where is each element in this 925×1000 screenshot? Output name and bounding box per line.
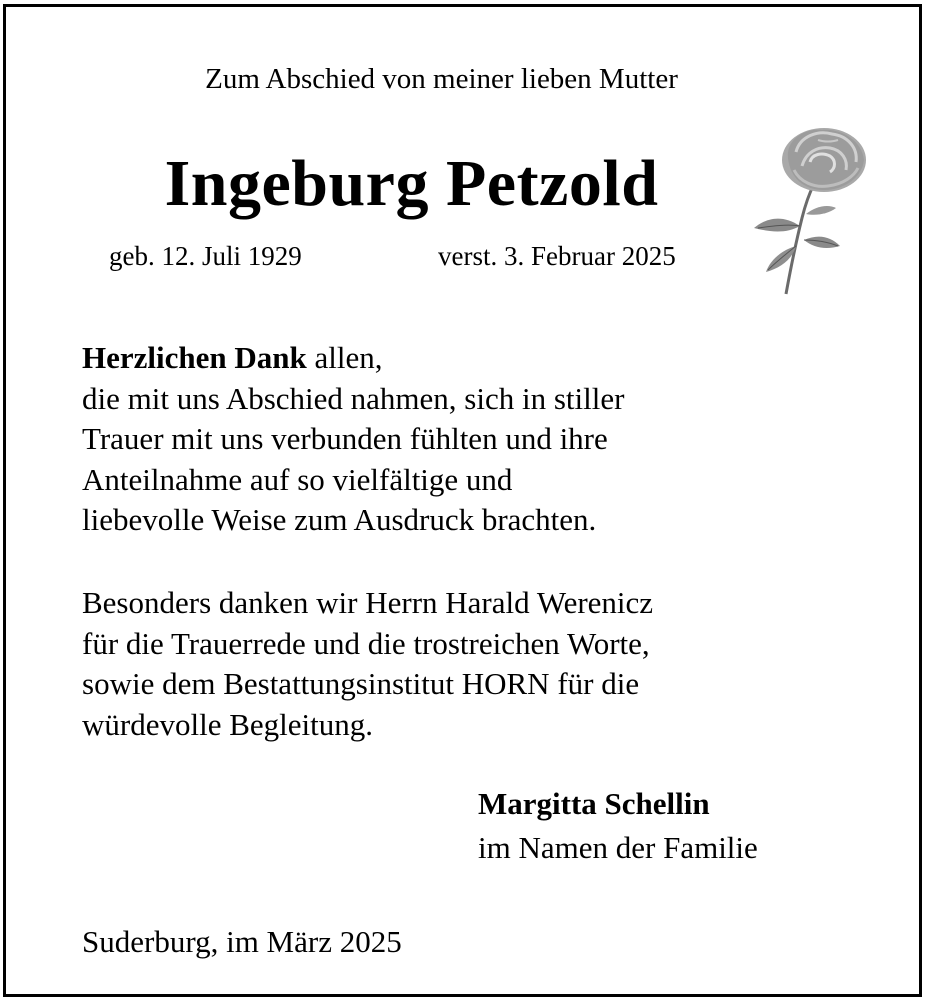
birth-date: geb. 12. Juli 1929	[109, 241, 302, 271]
death-date: verst. 3. Februar 2025	[438, 241, 676, 271]
special-thanks-line: für die Trauerrede und die trostreichen Worte,	[82, 625, 650, 661]
thanks-lead-line	[82, 338, 624, 379]
special-thanks-line: Besonders danken wir Herrn Harald Werenicz	[82, 585, 654, 620]
special-thanks-line: sowie dem Bestattungsinstitut HORN für die	[82, 666, 640, 701]
special-thanks-paragraph	[82, 583, 653, 745]
deceased-name: Ingeburg Petzold	[164, 147, 659, 220]
thanks-paragraph	[82, 338, 624, 541]
thanks-line: die mit uns Abschied nahmen, sich in stiller	[82, 380, 625, 416]
special-thanks-line: würdevolle Begleitung.	[82, 706, 373, 742]
intro-text: Zum Abschied von meiner lieben Mutter	[205, 63, 678, 95]
place-date: Suderburg, im März 2025	[82, 924, 402, 959]
signature-subtitle: im Namen der Familie	[478, 830, 758, 865]
thanks-lead-rest: allen,	[306, 340, 383, 375]
signature-name: Margitta Schellin	[478, 786, 710, 821]
thanks-line: Trauer mit uns verbunden fühlten und ihre	[82, 421, 608, 456]
rose-icon	[752, 122, 872, 298]
thanks-bold-lead: Herzlichen Dank	[82, 340, 307, 375]
thanks-line: Anteilnahme auf so vielfältige und	[82, 461, 513, 497]
thanks-line: liebevolle Weise zum Ausdruck brachten.	[82, 502, 597, 537]
